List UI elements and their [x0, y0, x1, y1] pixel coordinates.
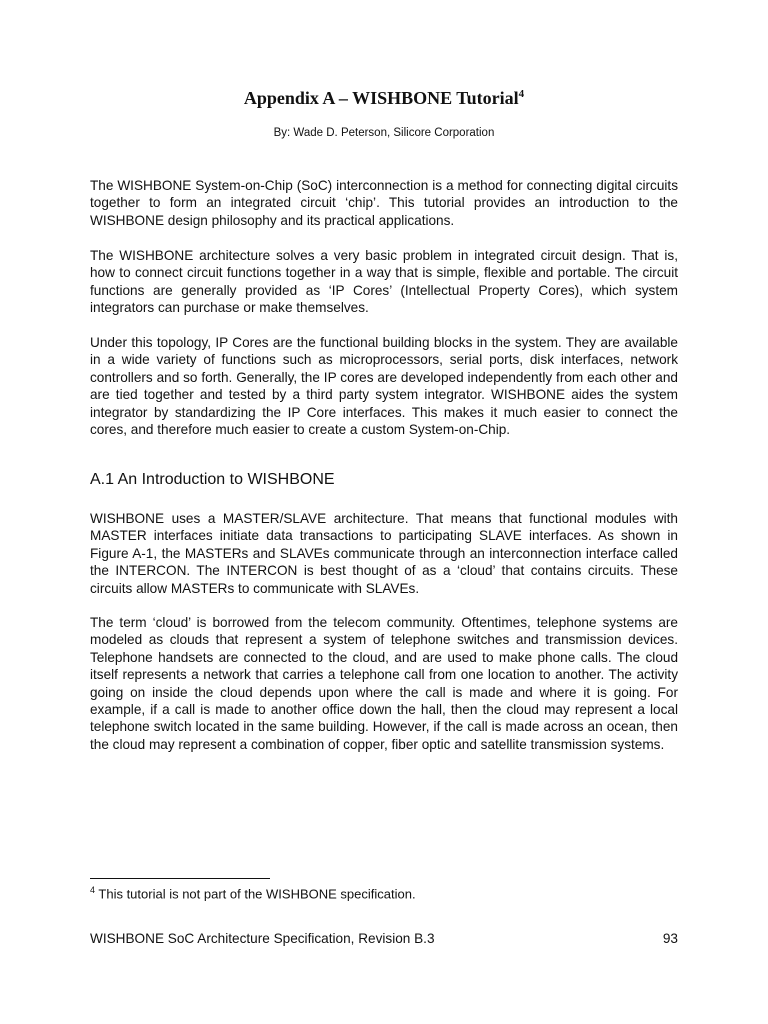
- byline: By: Wade D. Peterson, Silicore Corporation: [273, 127, 495, 139]
- paragraph-intro-3: Under this topology, IP Cores are the functional building blocks in the system. They are available in a wide variety of functions such as microprocessors, serial ports, disk interfaces, network controllers and so forth. Generally, the IP cores are developed independently from each other and are tied together and tested by a third party system integrator. WISHBONE aides the system integrator by standardizing the IP Core interfaces. This makes it much easier to connect the cores, and therefore much easier to create a custom System-on-Chip.: [90, 335, 678, 438]
- paragraph-section-1: WISHBONE uses a MASTER/SLAVE architecture. That means that functional modules with MASTER interfaces initiate data transactions to participating SLAVE interfaces. As shown in Figure A-1, the MASTERs and SLAVEs communicate through an interconnection interface called the INTERCON. The INTERCON is best thought of as a ‘cloud’ that contains circuits. These circuits allow MASTERs to communicate with SLAVEs.: [90, 511, 678, 596]
- paragraph-intro-1: The WISHBONE System-on-Chip (SoC) interconnection is a method for connecting digital circuits together to form an integrated circuit ‘chip’. This tutorial provides an introduction to the WISHBONE design philosophy and its practical applications.: [90, 178, 678, 228]
- title-footnote-marker: 4: [518, 88, 525, 100]
- page-title: [0, 88, 768, 109]
- footnote-text: This tutorial is not part of the WISHBONE specification.: [95, 886, 416, 902]
- paragraph-section-2: The term ‘cloud’ is borrowed from the telecom community. Oftentimes, telephone systems are modeled as clouds that represent a system of telephone switches and transmission devices. Telephone handsets are connected to the cloud, and are used to make phone calls. The cloud itself represents a network that carries a telephone call from one location to another. The activity going on inside the cloud depends upon where the call is made and where it is going. For example, if a call is made to another office down the hall, then the cloud may represent a local telephone switch located in the same building. However, if the call is made across an ocean, then the cloud may represent a combination of copper, fiber optic and satellite transmission systems.: [90, 615, 678, 752]
- footer-title: WISHBONE SoC Architecture Specification, Revision B.3: [90, 931, 435, 946]
- footnote-marker: 4: [90, 885, 96, 895]
- section-heading: A.1 An Introduction to WISHBONE: [90, 471, 335, 488]
- footnote-divider: [90, 878, 270, 879]
- footnote: [90, 885, 416, 901]
- paragraph-intro-2: The WISHBONE architecture solves a very basic problem in integrated circuit design. That is, how to connect circuit functions together in a way that is simple, flexible and portable. The circuit functions are generally provided as ‘IP Cores’ (Intellectual Property Cores), which system integrators can purchase or make themselves.: [90, 248, 678, 316]
- title-text: Appendix A – WISHBONE Tutorial: [243, 88, 519, 108]
- page-number: 93: [662, 931, 678, 946]
